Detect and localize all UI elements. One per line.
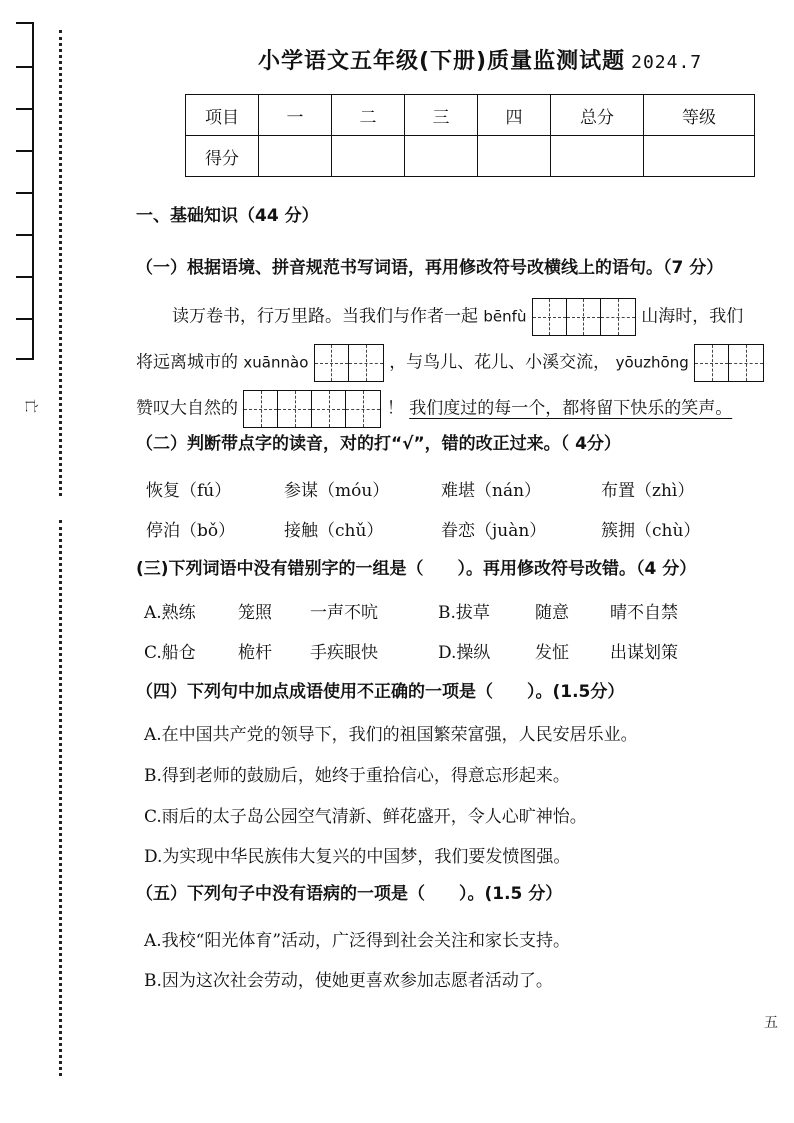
table-cell: 三 (405, 95, 478, 136)
writing-boxes[interactable] (314, 344, 384, 382)
option-word: 随意 (535, 603, 569, 623)
table-row (186, 95, 755, 136)
page-title: 小学语文五年级(下册)质量监测试题 2024.7 (258, 49, 703, 74)
score-table (185, 94, 755, 177)
option-word: 笼照 (238, 603, 272, 623)
option-sentence: D.为实现中华民族伟大复兴的中国梦，我们要发愤图强。 (144, 847, 571, 867)
option-sentence: B.因为这次社会劳动，使她更喜欢参加志愿者活动了。 (144, 971, 553, 991)
binding-tick (16, 192, 32, 194)
option-sentence: C.雨后的太子岛公园空气清新、鲜花盛开，令人心旷神怡。 (144, 807, 587, 827)
dotted-cut-line (59, 30, 62, 496)
table-cell: 二 (332, 95, 405, 136)
q1-line-3 (136, 390, 732, 428)
option-word: 晴不自禁 (610, 603, 678, 623)
reading-item: 簇拥（chù） (601, 521, 701, 541)
question-prompt: (三)下列词语中没有错别字的一组是（ ）。再用修改符号改错。（4 分） (136, 559, 697, 579)
text: 山海时，我们 (641, 306, 744, 327)
option-word: 出谋划策 (610, 643, 678, 663)
option-sentence: A.在中国共产党的领导下，我们的祖国繁荣富强，人民安居乐业。 (144, 725, 638, 745)
text: ，与鸟儿、花儿、小溪交流， (389, 352, 611, 373)
binding-tick (16, 22, 32, 24)
option-word: C.船仓 (144, 643, 196, 663)
score-cell[interactable] (259, 136, 332, 177)
text: 将远离城市的 (136, 352, 238, 373)
table-row (186, 136, 755, 177)
table-cell: 得分 (186, 136, 259, 177)
binding-tick (16, 318, 32, 320)
option-word: 手疾眼快 (310, 643, 378, 663)
pinyin: yōuzhōng (615, 353, 689, 372)
option-sentence: A.我校“阳光体育”活动，广泛得到社会关注和家长支持。 (144, 931, 571, 951)
table-cell: 一 (259, 95, 332, 136)
score-cell[interactable] (644, 136, 755, 177)
reading-item: 布置（zhì） (601, 481, 695, 501)
text: ！ (386, 398, 404, 419)
score-cell[interactable] (332, 136, 405, 177)
dotted-cut-line (59, 520, 62, 1076)
binding-line (32, 22, 34, 360)
q1-line-1 (172, 298, 743, 336)
underlined-sentence: 我们度过的每一个，都将留下快乐的笑声。 (409, 398, 733, 419)
writing-boxes[interactable] (532, 298, 636, 336)
text: 赞叹大自然的 (136, 398, 238, 419)
option-word: B.拔草 (438, 603, 490, 623)
reading-item: 眷恋（juàn） (441, 521, 547, 541)
reading-item: 难堪（nán） (441, 481, 542, 501)
writing-boxes[interactable] (694, 344, 764, 382)
binding-tick (16, 66, 32, 68)
option-word: 一声不吭 (310, 603, 378, 623)
question-prompt: （五）下列句子中没有语病的一项是（ ）。(1.5 分） (136, 884, 563, 904)
question-prompt: （四）下列句中加点成语使用不正确的一项是（ ）。(1.5分） (136, 682, 625, 702)
binding-tick (16, 108, 32, 110)
binding-tick (16, 234, 32, 236)
option-word: 桅杆 (238, 643, 272, 663)
pinyin: xuānnào (243, 353, 309, 372)
text: 读万卷书，行万里路。当我们与作者一起 (172, 306, 478, 327)
question-prompt: （二）判断带点字的读音，对的打“√”，错的改正过来。（ 4分） (136, 434, 621, 454)
binding-tick (16, 358, 32, 360)
option-word: 发怔 (535, 643, 569, 663)
section-heading: 一、基础知识（44 分） (136, 206, 319, 226)
reading-item: 接触（chǔ） (284, 521, 384, 541)
score-cell[interactable] (478, 136, 551, 177)
option-word: D.操纵 (438, 643, 491, 663)
writing-boxes[interactable] (243, 390, 381, 428)
exam-date: 2024.7 (631, 52, 703, 73)
reading-item: 恢复（fú） (146, 481, 232, 501)
pinyin: bēnfù (483, 307, 527, 326)
option-word: A.熟练 (144, 603, 196, 623)
binding-tick (16, 276, 32, 278)
score-cell[interactable] (405, 136, 478, 177)
page-number: 五 (764, 1015, 778, 1031)
reading-item: 参谋（móu） (284, 481, 390, 501)
table-cell: 项目 (186, 95, 259, 136)
option-sentence: B.得到老师的鼓励后，她终于重拾信心，得意忘形起来。 (144, 766, 570, 786)
score-cell[interactable] (551, 136, 644, 177)
reading-item: 停泊（bǒ） (146, 521, 236, 541)
table-cell: 等级 (644, 95, 755, 136)
binding-mark: 亡 (22, 399, 38, 413)
table-cell: 总分 (551, 95, 644, 136)
q1-line-2 (136, 344, 764, 382)
table-cell: 四 (478, 95, 551, 136)
binding-tick (16, 150, 32, 152)
question-prompt: （一）根据语境、拼音规范书写词语，再用修改符号改横线上的语句。（7 分） (136, 258, 724, 278)
